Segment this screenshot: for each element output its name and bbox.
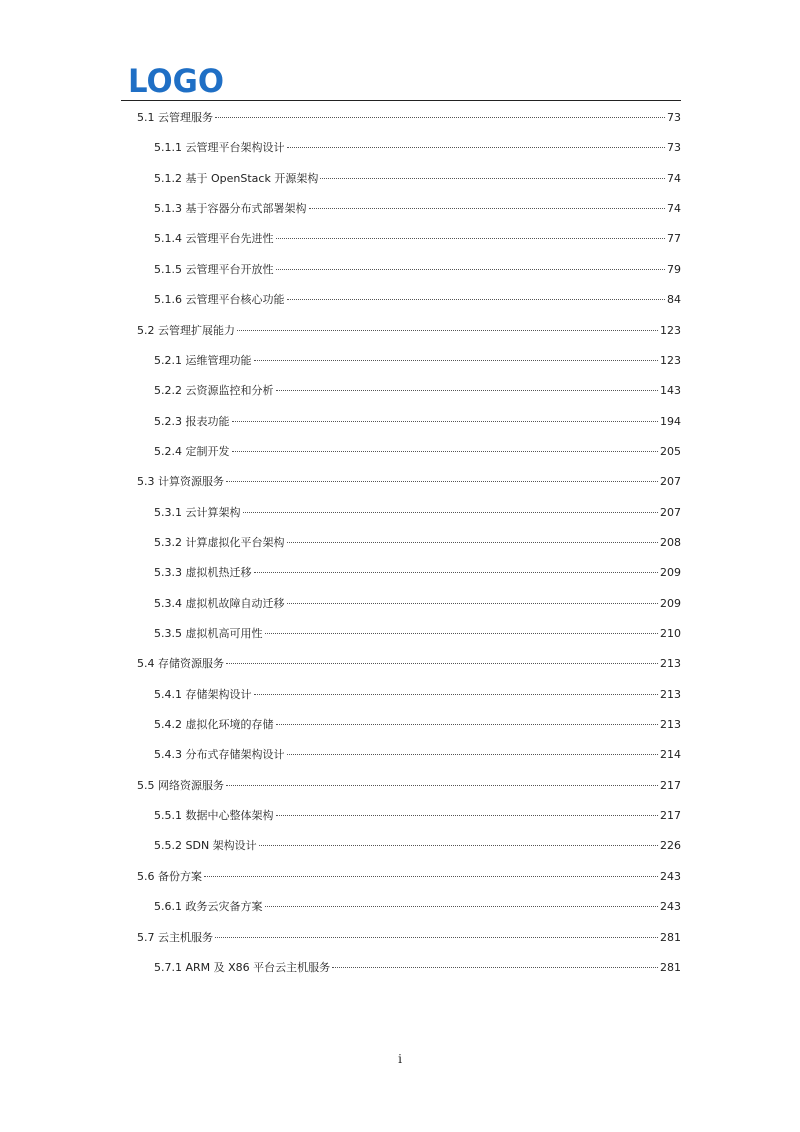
toc-entry[interactable]	[137, 110, 681, 126]
toc-entry-page: 207	[660, 505, 681, 519]
toc-entry[interactable]	[154, 140, 681, 156]
toc-entry-number: 5.3.1	[154, 505, 186, 519]
toc-dot-leader	[259, 845, 658, 846]
toc-entry-number: 5.3.2	[154, 535, 186, 549]
toc-entry-page: 214	[660, 748, 681, 762]
toc-entry-title: 数据中心整体架构	[185, 809, 274, 823]
toc-entry-page: 281	[660, 960, 681, 974]
toc-entry[interactable]	[154, 626, 681, 642]
toc-entry[interactable]	[137, 323, 681, 339]
toc-entry[interactable]	[154, 292, 681, 308]
toc-entry-title: 云管理服务	[158, 111, 213, 124]
toc-entry-page: 217	[660, 809, 681, 823]
toc-entry-number: 5.6	[137, 869, 158, 883]
toc-dot-leader	[226, 663, 658, 664]
toc-dot-leader	[320, 178, 665, 179]
toc-entry[interactable]	[154, 414, 681, 430]
toc-entry-number: 5.4.1	[154, 687, 186, 701]
toc-entry[interactable]	[154, 201, 681, 217]
toc-entry-page: 208	[660, 535, 681, 549]
toc-entry[interactable]	[154, 808, 681, 824]
toc-entry-page: 213	[660, 657, 681, 671]
toc-entry-title: 计算资源服务	[158, 475, 224, 489]
toc-dot-leader	[276, 238, 666, 239]
toc-entry-number: 5.4.3	[154, 748, 186, 762]
toc-entry-number: 5.2.1	[154, 353, 186, 367]
toc-dot-leader	[265, 633, 659, 634]
toc-entry-title: 网络资源服务	[158, 778, 224, 792]
toc-entry-number: 5.1.3	[154, 202, 186, 216]
toc-entry-title: 云管理平台开放性	[185, 262, 274, 276]
toc-dot-leader	[276, 390, 659, 391]
toc-entry[interactable]	[154, 960, 681, 976]
toc-entry[interactable]	[154, 383, 681, 399]
toc-entry-page: 84	[667, 293, 681, 307]
toc-dot-leader	[254, 694, 659, 695]
toc-entry-number: 5.5.1	[154, 809, 186, 823]
toc-entry-page: 210	[660, 627, 681, 640]
logo-text: LOGO	[128, 62, 224, 96]
toc-entry-page: 243	[660, 869, 681, 883]
toc-entry-title: 虚拟机故障自动迁移	[185, 596, 285, 610]
toc-entry-title: ARM 及 X86 平台云主机服务	[185, 960, 331, 974]
toc-dot-leader	[332, 967, 658, 968]
toc-entry-title: 基于 OpenStack 开源架构	[185, 171, 319, 185]
toc-entry-page: 213	[660, 687, 681, 701]
toc-entry[interactable]	[137, 778, 681, 794]
toc-entry-number: 5.3.5	[154, 627, 186, 640]
toc-entry-title: 云主机服务	[158, 930, 213, 944]
toc-entry-title: 云计算架构	[185, 505, 241, 519]
toc-dot-leader	[287, 754, 659, 755]
toc-dot-leader	[215, 937, 658, 938]
toc-entry[interactable]	[154, 565, 681, 581]
toc-dot-leader	[226, 481, 658, 482]
toc-entry-number: 5.7	[137, 930, 158, 944]
toc-entry-title: 虚拟机高可用性	[185, 627, 263, 640]
toc-entry-page: 243	[660, 900, 681, 914]
toc-entry[interactable]	[154, 444, 681, 460]
toc-entry-number: 5.4	[137, 657, 158, 671]
toc-entry-number: 5.1	[137, 111, 158, 124]
toc-entry-page: 209	[660, 596, 681, 610]
toc-entry-title: 云管理平台核心功能	[185, 293, 285, 307]
toc-entry[interactable]	[154, 262, 681, 278]
toc-entry[interactable]	[154, 747, 681, 763]
toc-entry-title: 云管理平台先进性	[185, 232, 274, 246]
toc-dot-leader	[276, 815, 659, 816]
toc-dot-leader	[254, 572, 659, 573]
toc-dot-leader	[232, 421, 659, 422]
toc-entry[interactable]	[137, 656, 681, 672]
toc-entry-number: 5.3.3	[154, 566, 186, 580]
toc-dot-leader	[232, 451, 659, 452]
toc-dot-leader	[287, 603, 659, 604]
toc-dot-leader	[276, 724, 659, 725]
toc-entry-page: 213	[660, 718, 681, 731]
toc-dot-leader	[237, 330, 658, 331]
toc-entry-number: 5.5.2	[154, 839, 186, 853]
toc-entry-page: 73	[667, 111, 681, 124]
toc-entry-title: 基于容器分布式部署架构	[185, 202, 307, 216]
toc-entry-title: 云管理扩展能力	[158, 323, 235, 337]
toc-entry-number: 5.5	[137, 778, 158, 792]
header-rule	[121, 100, 681, 101]
toc-entry-title: 备份方案	[158, 869, 202, 883]
toc-dot-leader	[265, 906, 659, 907]
toc-entry[interactable]	[154, 596, 681, 612]
toc-entry-number: 5.1.2	[154, 171, 186, 185]
toc-entry[interactable]	[154, 838, 681, 854]
toc-entry-number: 5.3	[137, 475, 158, 489]
logo	[128, 62, 226, 96]
toc-entry-title: 虚拟化环境的存储	[185, 718, 274, 731]
toc-entry[interactable]	[137, 474, 681, 490]
toc-entry-page: 143	[660, 384, 681, 398]
toc-entry-title: 云管理平台架构设计	[185, 141, 285, 155]
toc-entry[interactable]	[137, 869, 681, 885]
toc-entry-page: 79	[667, 262, 681, 276]
toc-entry-number: 5.1.1	[154, 141, 186, 155]
toc-dot-leader	[287, 299, 666, 300]
toc-entry[interactable]	[154, 899, 681, 915]
toc-dot-leader	[287, 542, 659, 543]
toc-entry-title: 定制开发	[185, 444, 230, 458]
toc-dot-leader	[254, 360, 659, 361]
toc-entry-number: 5.6.1	[154, 900, 186, 914]
toc-entry-number: 5.2.3	[154, 414, 186, 428]
toc-entry[interactable]	[154, 353, 681, 369]
toc-entry-number: 5.1.5	[154, 262, 186, 276]
toc-entry-page: 207	[660, 475, 681, 489]
toc-entry[interactable]	[154, 505, 681, 521]
toc-entry-number: 5.2.2	[154, 384, 186, 398]
toc-entry-title: 计算虚拟化平台架构	[185, 535, 285, 549]
toc-entry[interactable]	[154, 231, 681, 247]
toc-entry-title: 运维管理功能	[185, 353, 252, 367]
toc-entry-title: 虚拟机热迁移	[185, 566, 252, 580]
toc-entry-number: 5.1.4	[154, 232, 186, 246]
toc-entry-title: 存储资源服务	[158, 657, 224, 671]
toc-entry-page: 77	[667, 232, 681, 246]
toc-dot-leader	[204, 876, 658, 877]
toc-entry-number: 5.2.4	[154, 444, 186, 458]
toc-entry-title: 政务云灾备方案	[185, 900, 263, 914]
toc-entry[interactable]	[154, 687, 681, 703]
toc-entry-number: 5.1.6	[154, 293, 186, 307]
toc-entry-page: 73	[667, 141, 681, 155]
toc-entry-page: 209	[660, 566, 681, 580]
toc-entry-title: SDN 架构设计	[185, 839, 257, 853]
toc-entry-page: 74	[667, 202, 681, 216]
toc-entry-title: 云资源监控和分析	[185, 384, 274, 398]
toc-entry-title: 存储架构设计	[185, 687, 252, 701]
toc-entry[interactable]	[154, 717, 681, 733]
toc-entry-page: 205	[660, 444, 681, 458]
toc-entry-page: 123	[660, 353, 681, 367]
toc-entry-page: 194	[660, 414, 681, 428]
toc-dot-leader	[276, 269, 666, 270]
toc-dot-leader	[243, 512, 659, 513]
toc-dot-leader	[226, 785, 658, 786]
toc-entry[interactable]	[137, 930, 681, 946]
toc-entry-page: 281	[660, 930, 681, 944]
toc-entry-title: 报表功能	[185, 414, 230, 428]
toc-entry-page: 217	[660, 778, 681, 792]
toc-dot-leader	[309, 208, 666, 209]
toc-dot-leader	[287, 147, 666, 148]
toc-entry-title: 分布式存储架构设计	[185, 748, 285, 762]
toc-entry-page: 74	[667, 171, 681, 185]
toc-entry-page: 226	[660, 839, 681, 853]
toc-entry-number: 5.2	[137, 323, 158, 337]
toc-entry[interactable]	[154, 535, 681, 551]
toc-entry-page: 123	[660, 323, 681, 337]
toc-entry-number: 5.7.1	[154, 960, 186, 974]
toc-entry[interactable]	[154, 171, 681, 187]
page-number: i	[398, 1052, 402, 1066]
toc-dot-leader	[215, 117, 665, 118]
toc-entry-number: 5.3.4	[154, 596, 186, 610]
toc-entry-number: 5.4.2	[154, 718, 186, 731]
